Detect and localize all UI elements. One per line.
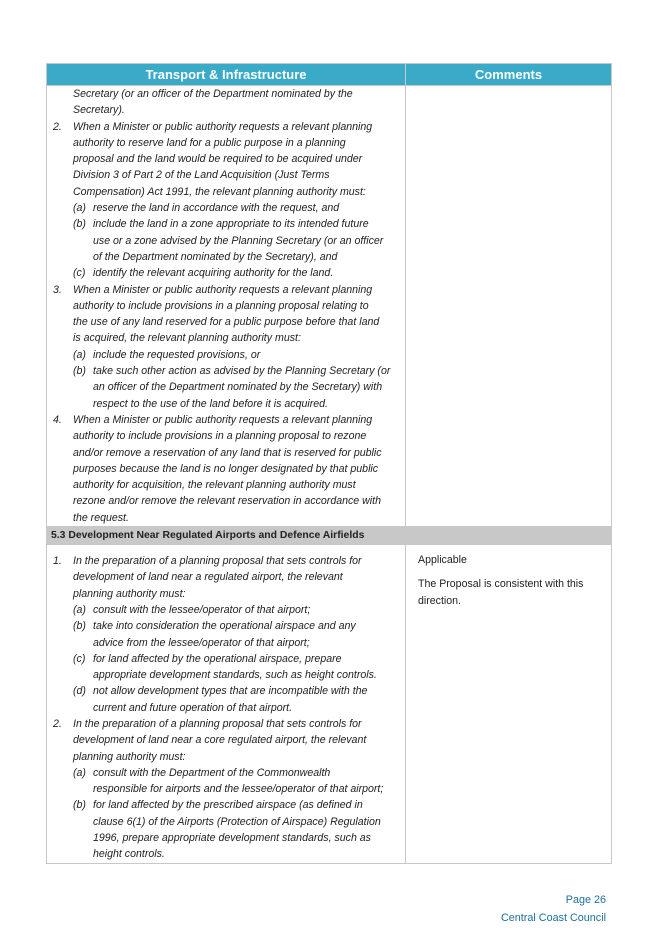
clause-number: 2. [53, 120, 62, 133]
section-heading-row [47, 527, 612, 545]
transport-infrastructure-table [46, 63, 612, 864]
clause-text-line: In the preparation of a planning proposal that sets controls for [73, 555, 362, 568]
clause-text-line: authority to include provisions in a planning proposal relating to [73, 299, 369, 312]
comments-cell [406, 545, 612, 864]
table-header-row [47, 64, 612, 86]
sub-clause [47, 651, 399, 684]
sub-clause-text-line: respect to the use of the land before it is acquired. [93, 397, 328, 410]
numbered-clause [47, 716, 399, 765]
sub-clause-text-line: not allow development types that are incompatible with the [93, 685, 368, 698]
sub-clause [47, 200, 399, 216]
sub-clause [47, 602, 399, 618]
sub-clause-text-line: an officer of the Department nominated by the Secretary) with [93, 381, 383, 394]
sub-clause-letter: (b) [73, 365, 86, 378]
clause-text-line: planning authority must: [73, 750, 186, 763]
sub-clause-letter: (a) [73, 766, 86, 779]
clause-text-line: When a Minister or public authority requests a relevant planning [73, 120, 373, 133]
sub-clause [47, 765, 399, 798]
sub-clause-text-line: consult with the Department of the Commonwealth [93, 766, 331, 779]
sub-clause-text-line: responsible for airports and the lessee/operator of that airport; [93, 783, 384, 796]
sub-clause [47, 216, 399, 265]
header-transport-infrastructure: Transport & Infrastructure [47, 64, 406, 86]
sub-clause-text-line: reserve the land in accordance with the request, and [93, 202, 340, 215]
numbered-clause [47, 282, 399, 347]
comments-cell-empty [406, 86, 612, 527]
sub-clause-text-line: height controls. [93, 848, 165, 861]
sub-clause [47, 683, 399, 716]
clause-text-line: the use of any land reserved for a public purpose before that land [73, 316, 380, 329]
page-footer [501, 891, 606, 927]
clause-text-line: the request. [73, 511, 129, 524]
numbered-clause [47, 412, 399, 526]
sub-clause [47, 347, 399, 363]
clause-text-line: authority to reserve land for a public purpose in a planning [73, 136, 346, 149]
sub-clause-text-line: clause 6(1) of the Airports (Protection of Airspace) Regulation [93, 815, 381, 828]
clause-number: 1. [53, 555, 62, 568]
clause-text-line: planning authority must: [73, 587, 186, 600]
clause-text-line: and/or remove a reservation of any land that is reserved for public [73, 446, 382, 459]
page-number: Page 26 [565, 894, 606, 906]
sub-clause [47, 618, 399, 651]
comment-consistency: The Proposal is consistent with this direction. [418, 578, 584, 607]
sub-clause-letter: (d) [73, 685, 86, 698]
sub-clause-letter: (b) [73, 620, 86, 633]
table-row [47, 86, 612, 527]
clause-text-line: rezone and/or remove the relevant reservation in accordance with [73, 495, 381, 508]
continued-text-line: Secretary (or an officer of the Department nominated by the [73, 88, 353, 100]
section-heading: 5.3 Development Near Regulated Airports and Defence Airfields [47, 527, 612, 545]
clause-number: 4. [53, 413, 62, 426]
clause-text-line: authority for acquisition, the relevant planning authority must [73, 479, 356, 492]
clause-text-line: In the preparation of a planning proposal that sets controls for [73, 717, 362, 730]
sub-clause-letter: (c) [73, 267, 86, 280]
numbered-clause [47, 553, 399, 602]
sub-clause-letter: (a) [73, 603, 86, 616]
clause-text-line: When a Minister or public authority requests a relevant planning [73, 283, 373, 296]
sub-clause-text-line: take into consideration the operational airspace and any [93, 620, 356, 633]
sub-clause-text-line: use or a zone advised by the Planning Secretary (or an officer [93, 234, 384, 247]
sub-clause-text-line: appropriate development standards, such as height controls. [93, 669, 377, 682]
organisation-name: Central Coast Council [500, 912, 606, 924]
sub-clause-letter: (a) [73, 348, 86, 361]
sub-clause-text-line: current and future operation of that airport. [93, 701, 293, 714]
clause-text-line: Compensation) Act 1991, the relevant planning authority must: [73, 185, 366, 198]
sub-clause-text-line: for land affected by the prescribed airspace (as defined in [93, 799, 363, 812]
table-row [47, 545, 612, 864]
sub-clause [47, 265, 399, 281]
clause-number: 2. [53, 717, 62, 730]
sub-clause-text-line: 1996, prepare appropriate development standards, such as [93, 832, 371, 845]
clause-text-line: authority to include provisions in a planning proposal to rezone [73, 430, 367, 443]
clause-text-line: is acquired, the relevant planning authority must: [73, 332, 301, 345]
sub-clause-letter: (b) [73, 218, 86, 231]
clause-text-line: purposes because the land is no longer designated by that public [73, 462, 379, 475]
clause-text-line: development of land near a regulated airport, the relevant [73, 571, 343, 584]
sub-clause [47, 797, 399, 862]
sub-clause-text-line: for land affected by the operational airspace, prepare [93, 652, 342, 665]
numbered-clause [47, 119, 399, 200]
sub-clause-text-line: advice from the lessee/operator of that airport; [93, 636, 310, 649]
sub-clause [47, 363, 399, 412]
sub-clause-letter: (c) [73, 652, 86, 665]
comment-applicable: Applicable [418, 554, 467, 567]
provisions-cell [47, 86, 406, 527]
sub-clause-letter: (a) [73, 202, 86, 215]
sub-clause-text-line: of the Department nominated by the Secretary), and [93, 250, 338, 263]
sub-clause-text-line: consult with the lessee/operator of that airport; [93, 603, 311, 616]
sub-clause-text-line: identify the relevant acquiring authority for the land. [93, 267, 334, 280]
sub-clause-text-line: include the land in a zone appropriate to its intended future [93, 218, 369, 231]
clause-text-line: Division 3 of Part 2 of the Land Acquisition (Just Terms [73, 169, 330, 182]
sub-clause-letter: (b) [73, 799, 86, 812]
provisions-cell [47, 545, 406, 864]
clause-text-line: proposal and the land would be required to be acquired under [73, 153, 363, 166]
clause-text-line: development of land near a core regulated airport, the relevant [73, 734, 367, 747]
header-comments: Comments [406, 64, 612, 86]
sub-clause-text-line: include the requested provisions, or [93, 348, 261, 361]
clause-text-line: When a Minister or public authority requests a relevant planning [73, 413, 373, 426]
sub-clause-text-line: take such other action as advised by the Planning Secretary (or [93, 365, 391, 378]
clause-number: 3. [53, 283, 62, 296]
continued-text-line: Secretary). [73, 104, 125, 117]
